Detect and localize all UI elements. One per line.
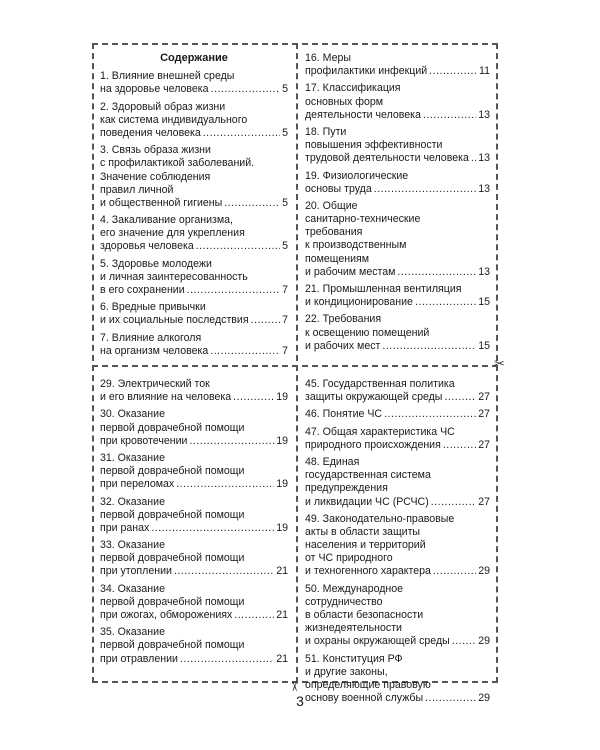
toc-item-leader-line — [100, 565, 288, 578]
toc-item-page-number: 29 — [478, 565, 490, 578]
toc-entries — [100, 70, 288, 358]
toc-item-text-line: с профилактикой заболеваний. — [100, 157, 255, 170]
toc-item-text-line: 50. Международное — [305, 582, 404, 595]
toc-item-text-line: в области безопасности — [305, 609, 424, 621]
toc-item-leader-line — [100, 197, 288, 210]
toc-item-last-line: в его сохранении — [100, 284, 185, 297]
toc-item-text-line: 1. Влияние внешней среды — [100, 70, 235, 83]
scissors-icon: ✂ — [285, 681, 301, 692]
dot-leader — [444, 391, 476, 404]
dot-leader — [397, 266, 476, 279]
toc-item-leader-line — [100, 653, 288, 666]
toc-item-text-line: требования — [305, 226, 363, 239]
dot-leader — [211, 83, 281, 96]
dot-leader — [176, 478, 274, 491]
toc-quadrant-top-left — [100, 52, 288, 362]
toc-item-text-line: первой доврачебной помощи — [100, 421, 245, 434]
toc-item-page-number: 19 — [276, 434, 288, 447]
dot-leader — [429, 65, 477, 78]
toc-item-text-line: акты в области защиты — [305, 525, 421, 538]
dot-leader — [233, 391, 274, 404]
toc-item — [305, 426, 490, 452]
toc-item — [100, 539, 288, 579]
toc-item-page-number: 13 — [478, 152, 490, 165]
toc-item-last-line: и рабочим местам — [305, 265, 396, 278]
toc-item-text-line: государственная система — [305, 469, 431, 482]
toc-item-leader-line — [305, 152, 490, 165]
toc-item-text-line: санитарно-технические — [305, 213, 421, 226]
toc-item-text-line: 2. Здоровый образ жизни — [100, 100, 226, 113]
toc-item-last-line: защиты окружающей среды — [305, 391, 443, 404]
toc-item-page-number: 13 — [478, 182, 490, 195]
toc-item-text-line: первой доврачебной помощи — [100, 508, 245, 521]
toc-item-page-number: 5 — [282, 126, 288, 139]
toc-item-page-number: 27 — [478, 408, 490, 421]
toc-item-text-line: определяющие правовую — [305, 678, 431, 691]
toc-item-page-number: 13 — [478, 265, 490, 278]
toc-item-leader-line — [305, 266, 490, 279]
toc-item-leader-line — [305, 408, 490, 421]
toc-item-text-line: 29. Электрический ток — [100, 378, 210, 390]
dot-leader — [180, 653, 274, 666]
toc-item-last-line: на организм человека — [100, 344, 209, 357]
toc-item-leader-line — [305, 391, 490, 404]
toc-item-text-line: жизнедеятельности — [305, 622, 402, 635]
dot-leader — [251, 314, 281, 327]
toc-item-page-number: 7 — [282, 344, 288, 357]
toc-item — [100, 626, 288, 666]
toc-item-leader-line — [100, 435, 288, 448]
toc-item-leader-line — [305, 296, 490, 309]
toc-item-text-line: 47. Общая характеристика ЧС — [305, 425, 455, 438]
toc-item-text-line: 19. Физиологические — [305, 169, 409, 182]
toc-item-last-line: и ликвидации ЧС (РСЧС) — [305, 495, 429, 508]
toc-item — [100, 70, 288, 96]
toc-item — [100, 583, 288, 623]
toc-item-text-line: повышения эффективности — [305, 139, 443, 152]
toc-item — [305, 52, 490, 78]
toc-item — [305, 378, 490, 404]
toc-item-text-line: 32. Оказание — [100, 495, 165, 508]
toc-item-text-line: 4. Закаливание организма, — [100, 214, 233, 227]
toc-item-leader-line — [100, 522, 288, 535]
toc-item-page-number: 7 — [282, 284, 288, 297]
toc-item-page-number: 21 — [276, 609, 288, 621]
toc-item-text-line: сотрудничество — [305, 595, 383, 608]
toc-item — [305, 583, 490, 649]
toc-item-leader-line — [100, 127, 288, 140]
toc-item-text-line: как система индивидуального — [100, 113, 248, 126]
dot-leader — [189, 435, 274, 448]
dot-leader — [433, 565, 476, 578]
horizontal-cut-line — [92, 365, 498, 367]
toc-item-leader-line — [305, 340, 490, 353]
toc-item-last-line: на здоровье человека — [100, 83, 209, 96]
toc-item-last-line: деятельности человека — [305, 108, 421, 121]
dot-leader — [415, 296, 476, 309]
toc-item-page-number: 29 — [478, 635, 490, 648]
toc-item-page-number: 21 — [276, 652, 288, 665]
toc-item-last-line: при утоплении — [100, 565, 172, 578]
toc-item-last-line: и их социальные последствия — [100, 314, 249, 327]
toc-item-leader-line — [305, 565, 490, 578]
toc-item-text-line: первой доврачебной помощи — [100, 639, 245, 652]
toc-item-last-line: и кондиционирование — [305, 296, 413, 309]
toc-item — [305, 513, 490, 579]
toc-item-text-line: к освещению помещений — [305, 326, 430, 339]
toc-item-last-line: основу военной службы — [305, 692, 424, 705]
toc-item-text-line: первой доврачебной помощи — [100, 595, 245, 608]
toc-item-last-line: и рабочих мест — [305, 339, 381, 352]
toc-item-leader-line — [100, 609, 288, 622]
toc-item — [100, 496, 288, 536]
toc-item-text-line: 51. Конституция РФ — [305, 652, 403, 665]
toc-item-page-number: 19 — [276, 391, 288, 404]
dot-leader — [452, 635, 476, 648]
dot-leader — [203, 127, 280, 140]
toc-item — [100, 378, 288, 404]
toc-item-text-line: 6. Вредные привычки — [100, 301, 206, 314]
toc-item-last-line: при отравлении — [100, 652, 178, 665]
toc-item-last-line: и охраны окружающей среды — [305, 635, 450, 648]
toc-item — [305, 313, 490, 353]
toc-title: Содержание — [160, 52, 228, 64]
toc-item-text-line: предупреждения — [305, 482, 388, 495]
page-number: 3 — [296, 693, 304, 709]
toc-item-page-number: 5 — [282, 240, 288, 253]
dot-leader — [151, 522, 274, 535]
dot-leader — [471, 152, 476, 165]
toc-item-leader-line — [100, 391, 288, 404]
toc-item-last-line: основы труда — [305, 182, 372, 195]
toc-entries — [305, 52, 490, 353]
toc-item — [305, 283, 490, 309]
dot-leader — [384, 408, 476, 421]
toc-item — [305, 170, 490, 196]
toc-item-text-line: от ЧС природного — [305, 552, 393, 565]
toc-item-page-number: 27 — [478, 495, 490, 508]
toc-quadrant-top-right — [305, 52, 490, 357]
toc-item-last-line: профилактики инфекций — [305, 65, 428, 78]
dot-leader — [431, 496, 476, 509]
toc-item-text-line: 49. Законодательно-правовые — [305, 512, 455, 525]
toc-item — [305, 126, 490, 166]
toc-item-text-line: помещениям — [305, 252, 370, 265]
toc-item-leader-line — [305, 439, 490, 452]
toc-item-text-line: правил личной — [100, 183, 174, 196]
toc-item-leader-line — [305, 496, 490, 509]
toc-item-leader-line — [100, 345, 288, 358]
toc-item-text-line: 18. Пути — [305, 125, 347, 138]
toc-item — [100, 101, 288, 141]
toc-item-leader-line — [100, 478, 288, 491]
toc-item-last-line: и его влияние на человека — [100, 391, 232, 404]
toc-item-text-line: его значение для укрепления — [100, 227, 245, 240]
toc-item-text-line: 31. Оказание — [100, 451, 165, 464]
toc-item — [305, 408, 490, 421]
toc-item-text-line: и личная заинтересованность — [100, 270, 248, 283]
toc-item-text-line: 5. Здоровье молодежи — [100, 257, 212, 270]
toc-item — [305, 456, 490, 509]
toc-item-text-line: первой доврачебной помощи — [100, 552, 245, 565]
toc-item-last-line: при ожогах, обморожениях — [100, 609, 233, 621]
toc-item-text-line: 35. Оказание — [100, 626, 165, 639]
toc-item-page-number: 19 — [276, 521, 288, 534]
toc-item-leader-line — [100, 284, 288, 297]
vertical-cut-line — [296, 43, 298, 683]
toc-item-text-line: первой доврачебной помощи — [100, 465, 245, 478]
toc-item-text-line: и другие законы, — [305, 665, 388, 678]
toc-item-leader-line — [305, 635, 490, 648]
dot-leader — [234, 609, 274, 622]
dot-leader — [382, 340, 476, 353]
toc-item-text-line: 45. Государственная политика — [305, 378, 455, 390]
toc-quadrant-bottom-right — [305, 378, 490, 709]
toc-item-leader-line — [305, 65, 490, 78]
dot-leader — [224, 197, 280, 210]
toc-item — [100, 408, 288, 448]
toc-item-page-number: 15 — [478, 296, 490, 309]
toc-item-text-line: 20. Общие — [305, 199, 358, 212]
toc-item-last-line: здоровья человека — [100, 240, 194, 253]
toc-item — [305, 82, 490, 122]
toc-item-last-line: поведения человека — [100, 126, 201, 139]
dot-leader — [196, 240, 280, 253]
toc-entries — [100, 378, 288, 666]
toc-item-last-line: и общественной гигиены — [100, 196, 223, 209]
toc-item-leader-line — [305, 109, 490, 122]
toc-item-leader-line — [100, 83, 288, 96]
toc-item-page-number: 27 — [478, 438, 490, 451]
toc-item-page-number: 15 — [478, 339, 490, 352]
toc-item-page-number: 21 — [276, 565, 288, 578]
toc-item — [100, 144, 288, 210]
toc-item-leader-line — [305, 183, 490, 196]
toc-quadrant-bottom-left — [100, 378, 288, 670]
dot-leader — [423, 109, 476, 122]
toc-item — [100, 214, 288, 254]
toc-item-last-line: 46. Понятие ЧС — [305, 408, 383, 421]
toc-item-text-line: 7. Влияние алкоголя — [100, 331, 202, 344]
toc-item-page-number: 13 — [478, 108, 490, 121]
toc-item-text-line: 48. Единая — [305, 455, 360, 468]
toc-item-last-line: природного происхождения — [305, 438, 441, 451]
toc-item-page-number: 5 — [282, 196, 288, 209]
toc-item-text-line: 34. Оказание — [100, 582, 165, 595]
toc-item-page-number: 11 — [479, 65, 490, 78]
toc-item-text-line: 30. Оказание — [100, 408, 165, 421]
toc-item — [100, 332, 288, 358]
toc-item-text-line: 22. Требования — [305, 313, 382, 326]
toc-item-last-line: и техногенного характера — [305, 565, 431, 578]
toc-item-page-number: 29 — [478, 692, 490, 705]
toc-item-page-number: 7 — [282, 314, 288, 327]
toc-item-text-line: к производственным — [305, 239, 407, 252]
toc-item-last-line: при ранах — [100, 521, 150, 534]
toc-item-text-line: 3. Связь образа жизни — [100, 144, 211, 157]
toc-item-text-line: 33. Оказание — [100, 539, 165, 552]
toc-item-text-line: 21. Промышленная вентиляция — [305, 283, 462, 295]
dot-leader — [210, 345, 280, 358]
toc-item — [100, 258, 288, 298]
toc-item-last-line: при кровотечении — [100, 434, 188, 447]
dot-leader — [174, 565, 274, 578]
toc-item — [100, 301, 288, 327]
toc-item-text-line: 17. Классификация — [305, 82, 401, 95]
dot-leader — [374, 183, 476, 196]
toc-item-page-number: 19 — [276, 478, 288, 491]
scissors-icon: ✂ — [494, 357, 505, 372]
dot-leader — [443, 439, 476, 452]
toc-item — [305, 200, 490, 279]
toc-item-last-line: при переломах — [100, 478, 175, 491]
toc-item — [100, 452, 288, 492]
toc-item-page-number: 5 — [282, 83, 288, 96]
toc-item-text-line: 16. Меры — [305, 52, 352, 64]
toc-item-text-line: населения и территорий — [305, 539, 426, 552]
toc-entries — [305, 378, 490, 705]
toc-item-text-line: Значение соблюдения — [100, 170, 211, 183]
toc-item-page-number: 27 — [478, 391, 490, 404]
toc-item-leader-line — [100, 314, 288, 327]
dot-leader — [187, 284, 280, 297]
toc-item-text-line: основных форм — [305, 95, 384, 108]
toc-item-last-line: трудовой деятельности человека — [305, 152, 469, 165]
toc-item-leader-line — [100, 240, 288, 253]
